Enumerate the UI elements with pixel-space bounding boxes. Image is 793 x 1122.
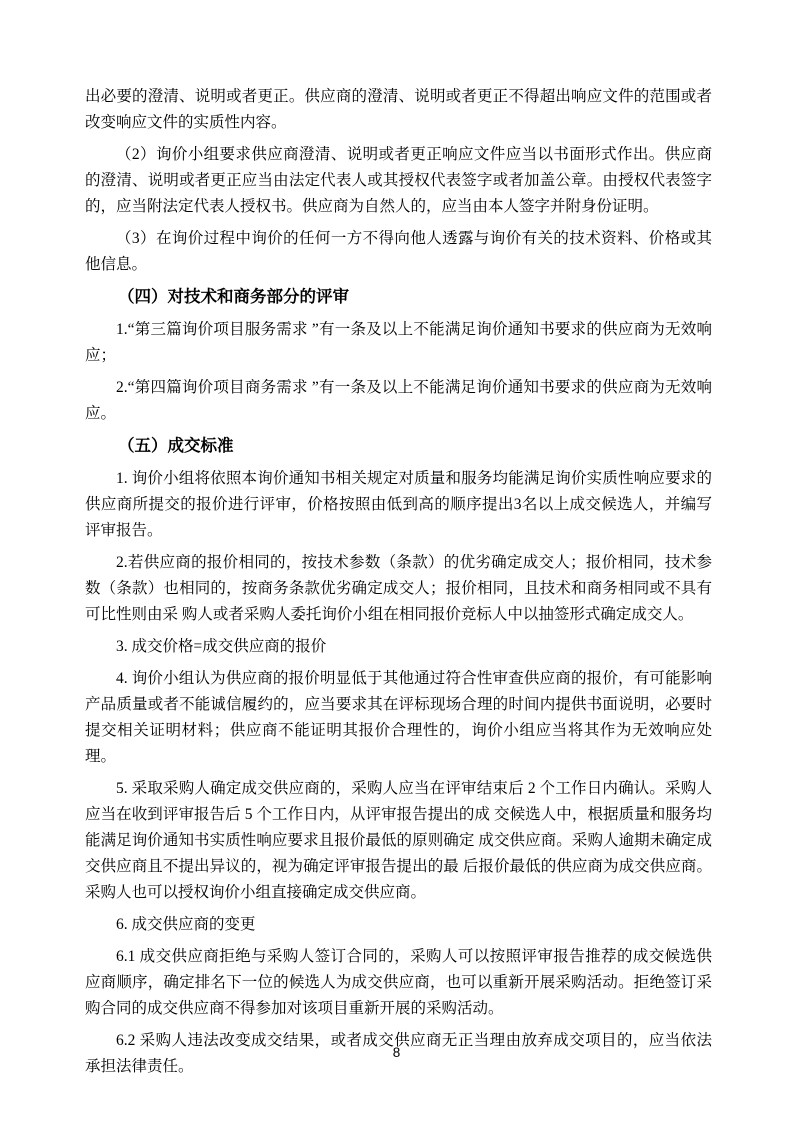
paragraph: 3. 成交价格=成交供应商的报价 bbox=[116, 638, 327, 655]
document-body bbox=[85, 84, 712, 1086]
section-heading: （四）对技术和商务部分的评审 bbox=[118, 288, 349, 306]
page-footer bbox=[0, 1044, 793, 1062]
paragraph: 5. 采取采购人确定成交供应商的，采购人应当在评审结束后 2 个工作日内确认。采购人应当在收到评审报告后 5 个工作日内，从评审报告提出的成 交候选人中，根据质量和服务均能满足询价通知书实质性响应要求且报价最低的原则确定 成交供应商。采购人逾期未确定成交供应商且不提出异议的，视为确定评审报告提出的最 后报价最低的供应商为成交供应商。采购人也可以授权询价小组直接确定成交供应商。 bbox=[85, 780, 712, 901]
paragraph: 6.2 采购人违法改变成交结果，或者成交供应商无正当理由放弃成交项目的，应当依法承担法律责任。 bbox=[85, 1032, 712, 1075]
paragraph: 6. 成交供应商的变更 bbox=[116, 916, 256, 933]
paragraph: 1. 询价小组将依照本询价通知书相关规定对质量和服务均能满足询价实质性响应要求的供应商所提交的报价进行评审，价格按照由低到高的顺序提出3名以上成交候选人，并编写评审报告。 bbox=[85, 470, 712, 539]
paragraph: （2）询价小组要求供应商澄清、说明或者更正响应文件应当以书面形式作出。供应商的澄清、说明或者更正应当由法定代表人或其授权代表签字或者加盖公章。由授权代表签字的，应当附法定代表人授权书。供应商为自然人的，应当由本人签字并附身份证明。 bbox=[85, 146, 712, 215]
paragraph: 1.“第三篇询价项目服务需求 ”有一条及以上不能满足询价通知书要求的供应商为无效响应； bbox=[85, 321, 712, 364]
section-heading: （五）成交标准 bbox=[118, 437, 234, 455]
paragraph: 6.1 成交供应商拒绝与采购人签订合同的，采购人可以按照评审报告推荐的成交候选供应商顺序，确定排名下一位的候选人为成交供应商，也可以重新开展采购活动。拒绝签订采购合同的成交供应商不得参加对该项目重新开展的采购活动。 bbox=[85, 948, 712, 1017]
page-number: 8 bbox=[392, 1045, 401, 1060]
paragraph: （3）在询价过程中询价的任何一方不得向他人透露与询价有关的技术资料、价格或其他信息。 bbox=[85, 230, 712, 273]
paragraph: 出必要的澄清、说明或者更正。供应商的澄清、说明或者更正不得超出响应文件的范围或者改变响应文件的实质性内容。 bbox=[85, 88, 712, 131]
paragraph: 4. 询价小组认为供应商的报价明显低于其他通过符合性审查供应商的报价，有可能影响产品质量或者不能诚信履约的，应当要求其在评标现场合理的时间内提供书面说明，必要时提交相关证明材料；供应商不能证明其报价合理性的，询价小组应当将其作为无效响应处理。 bbox=[85, 670, 712, 765]
paragraph: 2.“第四篇询价项目商务需求 ”有一条及以上不能满足询价通知书要求的供应商为无效响应。 bbox=[85, 379, 712, 422]
paragraph: 2.若供应商的报价相同的，按技术参数（条款）的优劣确定成交人；报价相同，技术参数（条款）也相同的，按商务条款优劣确定成交人；报价相同，且技术和商务相同或不具有可比性则由采 购人或者采购人委托询价小组在相同报价竞标人中以抽签形式确定成交人。 bbox=[85, 554, 712, 623]
